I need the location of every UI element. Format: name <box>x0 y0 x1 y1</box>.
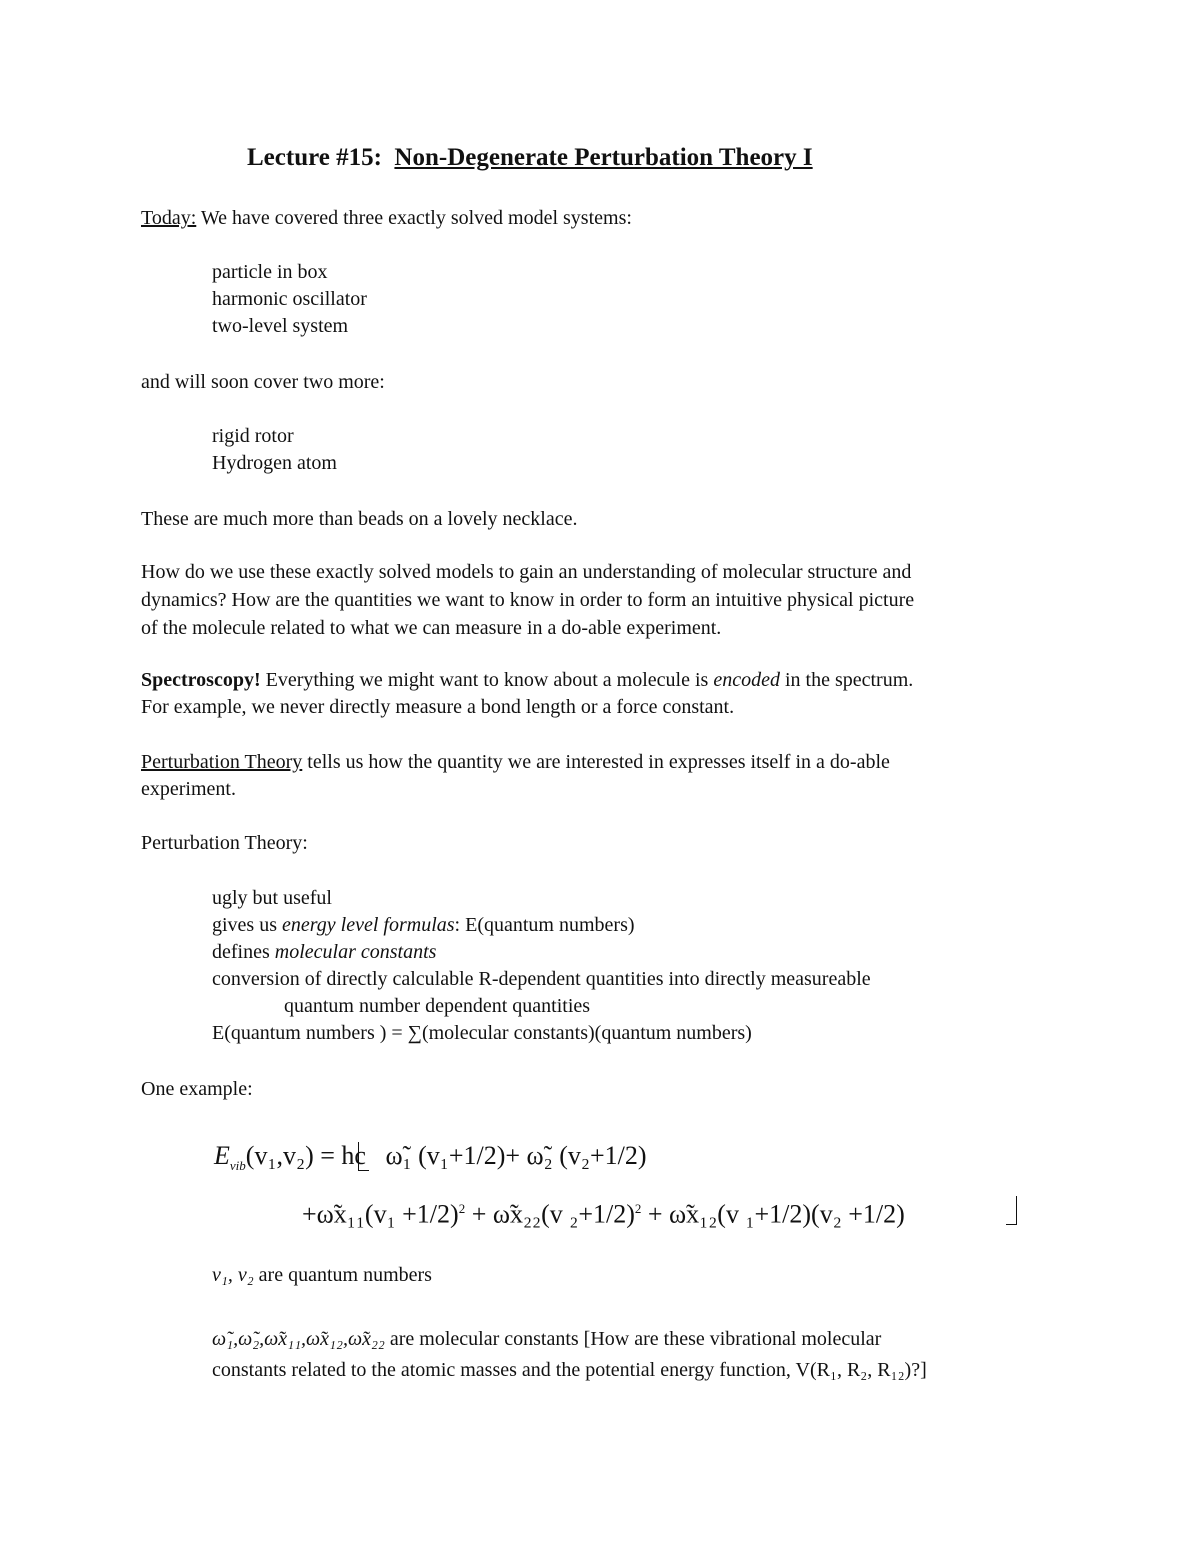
title-prefix: Lecture #15: <box>247 144 382 171</box>
left-bracket <box>358 1142 369 1171</box>
eq-square: 2 <box>458 1201 466 1216</box>
soon-text: and will soon cover two more: <box>141 371 385 393</box>
qn-line <box>212 1263 432 1287</box>
list-item: Hydrogen atom <box>212 452 337 474</box>
spectroscopy-text-end: in the spectrum. <box>779 669 914 691</box>
pt-underlined: Perturbation Theory <box>141 751 303 773</box>
constants-text: are molecular constants [How are these vibrational molecular <box>384 1328 882 1350</box>
example-label: One example: <box>141 1078 253 1100</box>
list-item: rigid rotor <box>212 425 294 447</box>
list-item-text: gives us <box>212 914 282 936</box>
list-item: particle in box <box>212 261 328 283</box>
list-item: harmonic oscillator <box>212 288 367 310</box>
spectroscopy-paragraph <box>141 668 913 692</box>
intro-paragraph <box>141 206 632 230</box>
intro-text: We have covered three exactly solved model systems: <box>196 207 632 229</box>
pt-intro-line2: experiment. <box>141 778 236 800</box>
eq-lhs-sub: vib <box>229 1158 246 1174</box>
spectroscopy-bold: Spectroscopy! <box>141 669 261 691</box>
title-main: Non-Degenerate Perturbation Theory I <box>394 144 813 171</box>
pt-heading: Perturbation Theory: <box>141 832 308 854</box>
encoded-italic: encoded <box>713 669 780 691</box>
eq-terms: ω̃₁ (v₁+1/2)+ ω̃₂ (v₂+1/2) <box>385 1141 647 1170</box>
beads-paragraph: These are much more than beads on a lovely necklace. <box>141 508 578 530</box>
question-line: How do we use these exactly solved models to gain an understanding of molecular structure and <box>141 561 912 583</box>
list-item: two-level system <box>212 315 349 337</box>
question-line: of the molecule related to what we can measure in a do-able experiment. <box>141 617 722 639</box>
qn-vars: v₁, v₂ <box>212 1264 254 1286</box>
eq-lhs: E <box>214 1141 230 1170</box>
list-item <box>212 913 635 937</box>
list-item: conversion of directly calculable R-dependent quantities into directly measureable <box>212 968 871 990</box>
today-label: Today: <box>141 207 197 229</box>
list-item: E(quantum numbers ) = ∑(molecular constants)(quantum numbers) <box>212 1022 752 1044</box>
equation-line-2 <box>302 1194 905 1230</box>
list-item-italic: molecular constants <box>274 941 437 963</box>
eq-term-b: + ω̃x₂₂(v ₂+1/2) <box>465 1199 635 1229</box>
eq-term-a: +ω̃x₁₁(v₁ +1/2) <box>302 1199 459 1229</box>
eq-square: 2 <box>634 1201 642 1216</box>
spectroscopy-line2: For example, we never directly measure a bond length or a force constant. <box>141 696 735 718</box>
list-item-text: : E(quantum numbers) <box>454 914 635 936</box>
list-item-continuation: quantum number dependent quantities <box>284 995 591 1017</box>
question-line: dynamics? How are the quantities we want to know in order to form an intuitive physical picture <box>141 589 915 611</box>
constants-line2: constants related to the atomic masses and the potential energy function, V(R₁, R₂, R₁₂)?] <box>212 1359 927 1381</box>
constants-symbols: ω̃₁,ω̃₂,ω̃x₁₁,ω̃x₁₂,ω̃x₂₂ <box>212 1328 385 1350</box>
eq-args: (v₁,v₂) = hc <box>245 1141 366 1170</box>
list-item-italic: energy level formulas <box>282 914 455 936</box>
eq-term-c: + ω̃x₁₂(v ₁+1/2)(v₂ +1/2) <box>641 1199 905 1229</box>
equation-line-1 <box>214 1141 647 1181</box>
qn-text: are quantum numbers <box>253 1264 432 1286</box>
spectroscopy-text: Everything we might want to know about a molecule is <box>260 669 714 691</box>
pt-intro-text: tells us how the quantity we are interested in expresses itself in a do-able <box>302 751 890 773</box>
pt-intro-paragraph <box>141 750 890 774</box>
page-title <box>247 146 813 170</box>
constants-line <box>212 1327 881 1351</box>
right-bracket <box>1006 1196 1017 1225</box>
list-item <box>212 940 436 964</box>
list-item-text: defines <box>212 941 275 963</box>
list-item: ugly but useful <box>212 887 332 909</box>
